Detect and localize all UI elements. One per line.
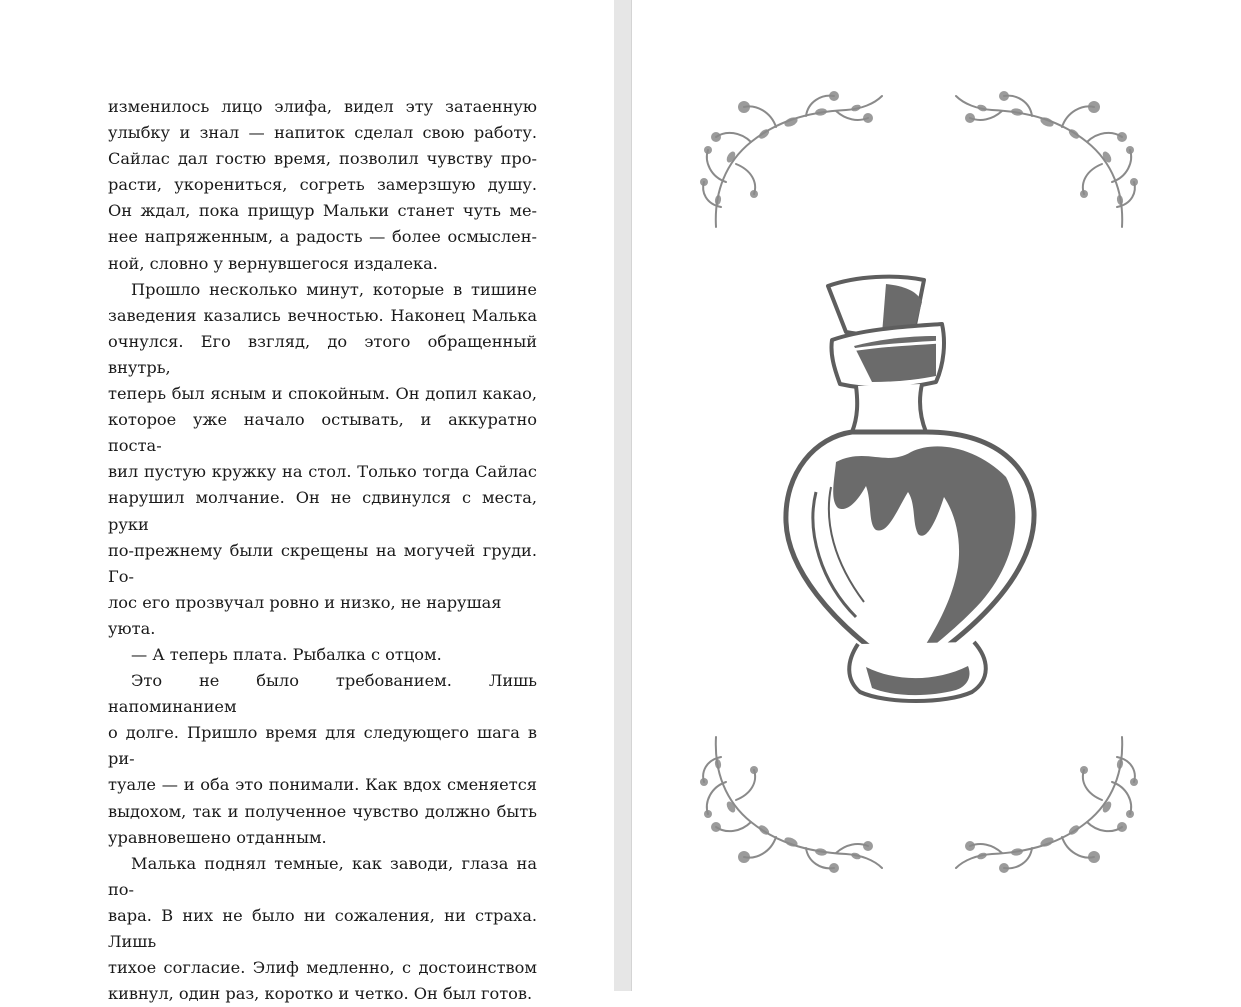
- text-line: лос его прозвучал ровно и низко, не нарушая уюта.: [108, 592, 502, 638]
- floral-corner-ornament-top-left: [696, 82, 886, 232]
- text-line: Сайлас дал гостю время, позволил чувству про-: [108, 149, 537, 169]
- paragraph: [108, 642, 537, 668]
- text-line: заведения казались вечностью. Наконец Малька: [108, 305, 537, 325]
- text-line: о долге. Пришло время для следующего шага в ри-: [108, 723, 537, 769]
- text-line: Это не было требованием. Лишь напоминанием: [108, 671, 537, 717]
- left-page: [0, 0, 614, 1004]
- floral-corner-ornament-bottom-left: [696, 732, 886, 882]
- text-line: Прошло несколько минут, которые в тишине: [131, 279, 537, 299]
- text-line: изменилось лицо элифа, видел эту затаенную: [108, 97, 537, 116]
- text-line: улыбку и знал — напиток сделал свою работу.: [108, 123, 537, 143]
- text-line: кивнул, один раз, коротко и четко. Он был готов.: [108, 984, 533, 1004]
- floral-ornament-icon: [952, 732, 1142, 882]
- potion-bottle-illustration: [776, 272, 1042, 708]
- text-line: уравновешено отданным.: [108, 827, 327, 847]
- paragraph: [108, 668, 537, 851]
- text-line: вил пустую кружку на стол. Только тогда Сайлас: [108, 462, 537, 482]
- floral-ornament-icon: [952, 82, 1142, 232]
- heart-potion-bottle-icon: [776, 272, 1042, 708]
- paragraph: [108, 277, 537, 642]
- text-line: — А теперь плата. Рыбалка с отцом.: [131, 644, 442, 664]
- floral-ornament-icon: [696, 732, 886, 882]
- floral-corner-ornament-bottom-right: [952, 732, 1142, 882]
- text-line: ной, словно у вернувшегося издалека.: [108, 253, 438, 273]
- text-line: Он ждал, пока прищур Мальки станет чуть ме-: [108, 201, 537, 221]
- text-line: по-прежнему были скрещены на могучей груди. Го-: [108, 540, 537, 586]
- floral-ornament-icon: [696, 82, 886, 232]
- text-line: которое уже начало остывать, и аккуратно поста-: [108, 410, 537, 456]
- text-line: выдохом, так и полученное чувство должно быть: [108, 801, 537, 821]
- paragraph: [108, 94, 537, 277]
- text-line: тихое согласие. Элиф медленно, с достоинством: [108, 958, 537, 978]
- text-line: теперь был ясным и спокойным. Он допил какао,: [108, 384, 537, 404]
- floral-corner-ornament-top-right: [952, 82, 1142, 232]
- text-line: очнулся. Его взгляд, до этого обращенный внутрь,: [108, 331, 537, 377]
- text-line: туале — и оба это понимали. Как вдох сменяется: [108, 775, 537, 795]
- body-text: [108, 94, 537, 1007]
- text-line: нарушил молчание. Он не сдвинулся с места, руки: [108, 488, 537, 534]
- paragraph: [108, 851, 537, 1007]
- book-gutter: [614, 0, 631, 991]
- text-line: нее напряженным, а радость — более осмыслен-: [108, 227, 537, 247]
- text-line: расти, укорениться, согреть замерзшую душу.: [108, 175, 537, 195]
- text-line: вара. В них не было ни сожаления, ни страха. Лишь: [108, 905, 537, 951]
- text-line: Малька поднял темные, как заводи, глаза на по-: [108, 853, 537, 899]
